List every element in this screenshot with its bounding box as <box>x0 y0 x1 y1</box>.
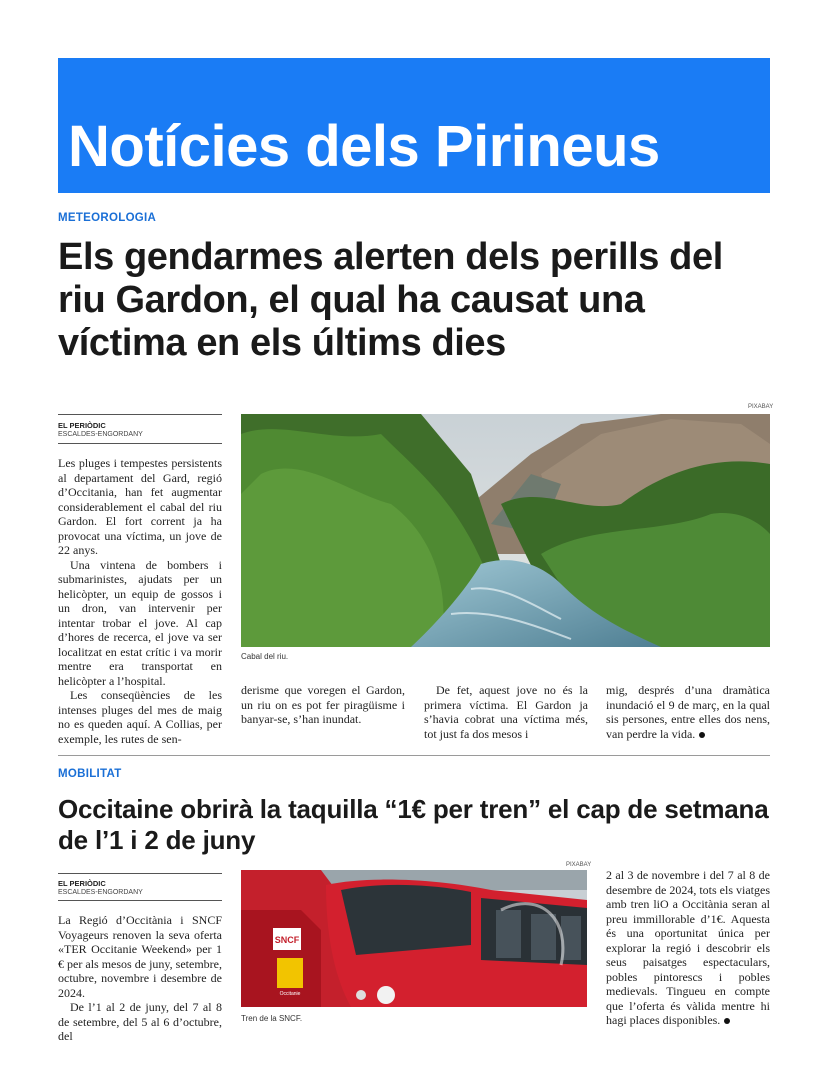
article2-paragraph: De l’1 al 2 de juny, del 7 al 8 de setembre, del 5 al 6 d’octubre, del <box>58 1000 222 1043</box>
article2-paragraph: La Regió d’Occitània i SNCF Voyageurs renoven la seva oferta «TER Occitanie Weekend» per 1 € per als mesos de juny, setembre, octubre, novembre i desembre de 2024. <box>58 913 222 1000</box>
article1-photo-caption: Cabal del riu. <box>241 652 289 661</box>
article2-byline-source: EL PERIÒDIC <box>58 879 106 888</box>
article2-photo-caption: Tren de la SNCF. <box>241 1014 303 1023</box>
byline-rule-top <box>58 873 222 874</box>
article1-paragraph: Les pluges i tempestes persistents al departament del Gard, regió d’Occitania, han fet augmentar considerablement el cabal del riu Gardon. El fort corrent ja ha provocat una víctima, un jove de 22 anys. <box>58 456 222 557</box>
article1-byline-location: ESCALDES-ENGORDANY <box>58 431 143 438</box>
section-divider <box>58 755 770 756</box>
article1-headline: Els gendarmes alerten dels perills del riu Gardon, el qual ha causat una víctima en els últims dies <box>58 236 723 364</box>
end-of-article-mark <box>724 1018 730 1024</box>
article1-col4-text: mig, després d’una dramàtica inundació el 9 de març, en la qual sis persones, entre elles dos nens, van perdre la vida. <box>606 683 770 741</box>
byline-rule-bottom <box>58 900 222 901</box>
article1-byline-source: EL PERIÒDIC <box>58 421 106 430</box>
byline-rule-top <box>58 414 222 415</box>
occitanie-logo: Occitanie <box>279 991 301 997</box>
train-photo <box>241 870 587 1007</box>
article1-column-4 <box>606 683 770 741</box>
article2-byline-location: ESCALDES-ENGORDANY <box>58 889 143 896</box>
article1-photo-credit: PIXABAY <box>748 404 774 410</box>
article2-column-right <box>606 868 770 1028</box>
article1-col3-text: De fet, aquest jove no és la primera víctima. El Gardon ja s’havia cobrat una víctima més, tot just fa dos mesos i <box>424 683 588 741</box>
article1-col2-text: derisme que voregen el Gardon, un riu on es pot fer piragüisme i banyar-se, s’han inundat. <box>241 683 405 726</box>
section-label-meteorologia: METEOROLOGIA <box>58 212 157 224</box>
article2-right-text: 2 al 3 de novembre i del 7 al 8 de desembre de 2024, tots els viatges amb tren liO a Occitània seran al preu immillorable d’1€. Aquesta és una oportunitat única per explorar la regió i descobrir els seus paisatges espectaculars, pobles pintorescs i pobles medievals. Tingueu en compte que l’oferta és vàlida mentre hi hagi places disponibles. <box>606 868 770 1027</box>
byline-rule-bottom <box>58 443 222 444</box>
article1-column-2 <box>241 683 405 727</box>
article1-column-1 <box>58 456 222 746</box>
masthead-title: Notícies dels Pirineus <box>68 114 660 179</box>
sncf-logo: SNCF <box>274 935 300 945</box>
section-label-mobilitat: MOBILITAT <box>58 768 122 780</box>
end-of-article-mark <box>699 732 705 738</box>
article1-paragraph: Una vintena de bombers i submarinistes, ajudats per un helicòpter, un equip de gossos i un dron, van intervenir per intentar trobar el jove. Al cap d’hores de recerca, el jove va ser localitzat en estat crític i va morir mentre era transportat en helicòpter a l’hospital. <box>58 557 222 688</box>
article2-headline: Occitaine obrirà la taquilla “1€ per tren” el cap de setmana de l’1 i 2 de juny <box>58 794 769 855</box>
article2-column-1 <box>58 913 222 1044</box>
river-photo <box>241 414 770 647</box>
article1-column-3 <box>424 683 588 741</box>
article2-photo-credit: PIXABAY <box>566 862 592 868</box>
article1-paragraph: Les conseqüències de les intenses pluges del mes de maig no es queden aquí. A Collias, per exemple, les rutes de sen- <box>58 688 222 746</box>
